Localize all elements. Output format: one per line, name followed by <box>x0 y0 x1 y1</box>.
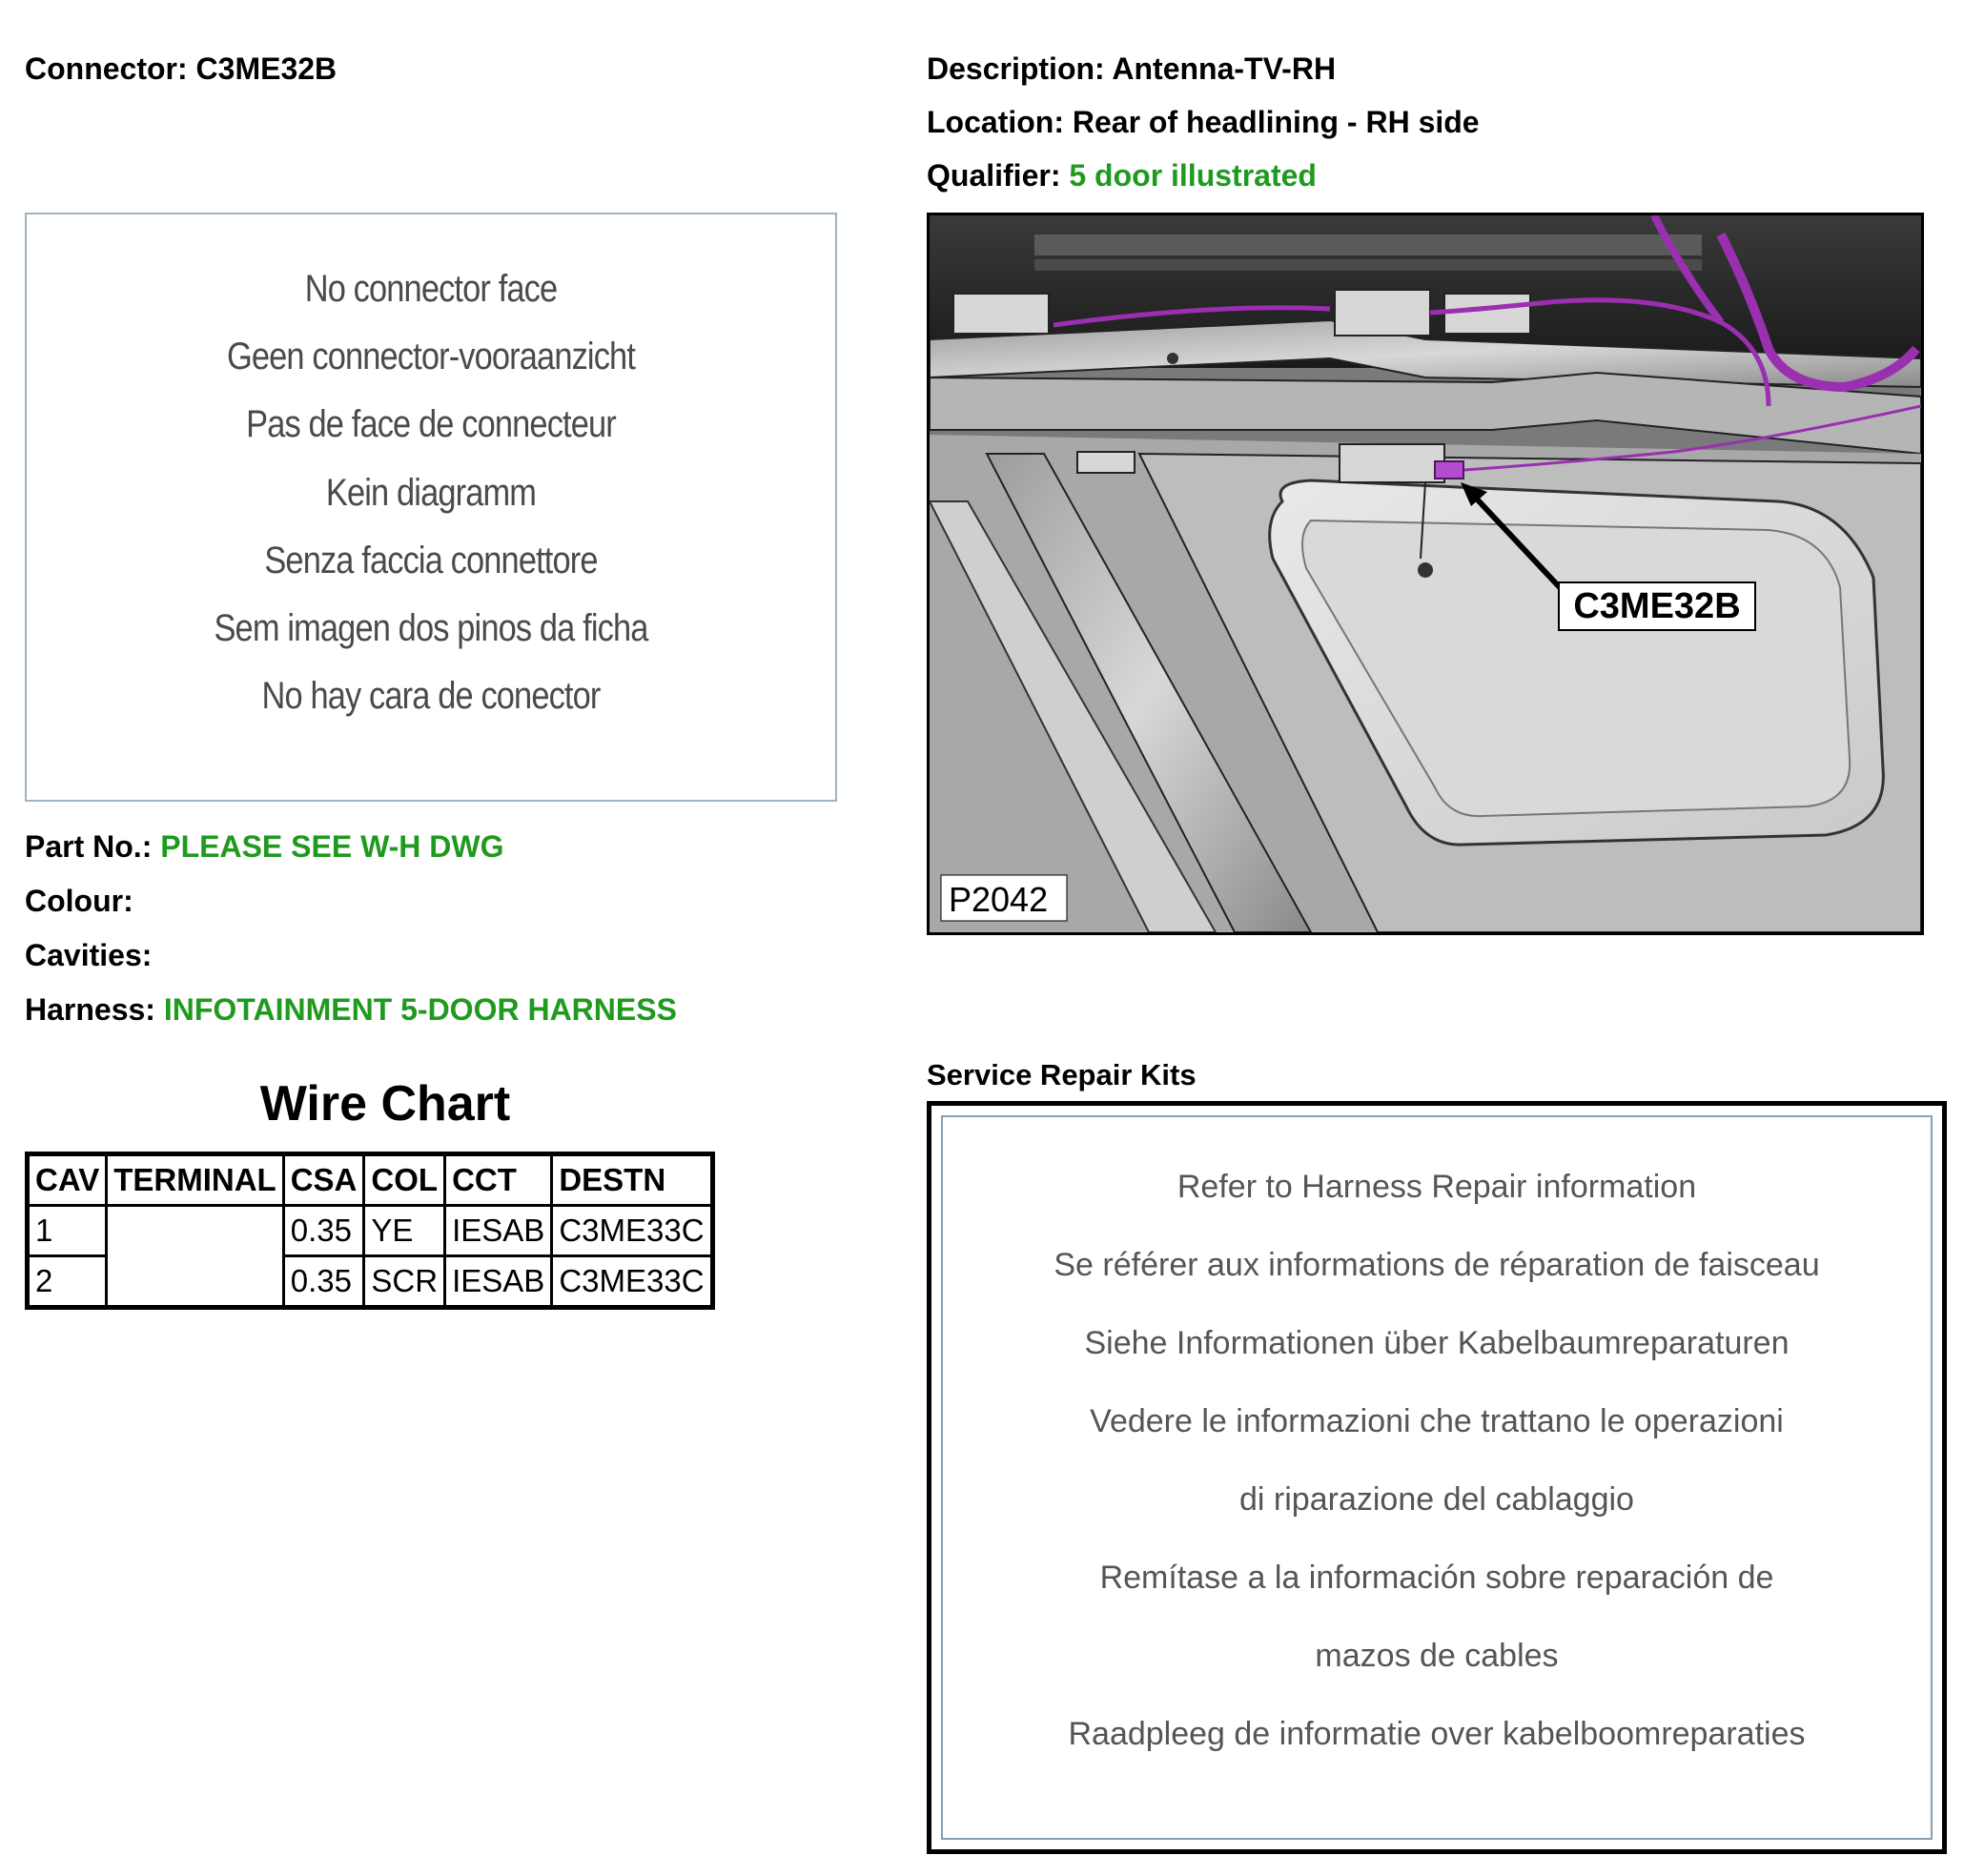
figure-id-label: P2042 <box>949 880 1049 919</box>
cell-terminal <box>107 1206 283 1308</box>
qualifier-value: 5 door illustrated <box>1069 158 1317 193</box>
col-header-cct: CCT <box>445 1154 552 1206</box>
callout-label: C3ME32B <box>1573 586 1741 626</box>
connector-face-line: Senza faccia connettore <box>264 540 598 581</box>
connector-face-line: Geen connector-vooraanzicht <box>226 336 636 377</box>
cell-cct: IESAB <box>445 1206 552 1256</box>
repair-info-line: mazos de cables <box>1315 1638 1559 1674</box>
service-repair-kits-inner <box>941 1115 1933 1840</box>
col-header-col: COL <box>364 1154 445 1206</box>
connector-face-line: No connector face <box>304 268 558 310</box>
location-field <box>927 103 1480 141</box>
col-header-cav: CAV <box>28 1154 107 1206</box>
wire-chart-title: Wire Chart <box>259 1076 511 1132</box>
cell-cav: 2 <box>28 1256 107 1308</box>
colour-field <box>25 882 133 920</box>
harness-label: Harness: <box>25 992 155 1027</box>
wire-chart-header-row <box>28 1154 713 1206</box>
connector-value: C3ME32B <box>195 51 338 86</box>
table-row <box>28 1206 713 1256</box>
cell-cct: IESAB <box>445 1256 552 1308</box>
repair-info-line: Se référer aux informations de réparation de faisceau <box>1054 1247 1820 1283</box>
cell-csa: 0.35 <box>283 1206 364 1256</box>
colour-label: Colour: <box>25 884 133 918</box>
cell-col: YE <box>364 1206 445 1256</box>
part-no-value: PLEASE SEE W-H DWG <box>160 829 504 864</box>
wire-chart-table <box>25 1152 715 1310</box>
description-value: Antenna-TV-RH <box>1112 51 1337 86</box>
service-repair-kits-box <box>927 1101 1947 1854</box>
service-repair-kits-title: Service Repair Kits <box>927 1058 1197 1091</box>
cavities-label: Cavities: <box>25 938 153 972</box>
col-header-csa: CSA <box>283 1154 364 1206</box>
repair-info-line: Refer to Harness Repair information <box>1176 1169 1697 1205</box>
qualifier-field <box>927 156 1317 194</box>
cell-cav: 1 <box>28 1206 107 1256</box>
location-value: Rear of headlining - RH side <box>1072 105 1480 139</box>
part-no-label: Part No.: <box>25 829 153 864</box>
repair-info-line: Remítase a la información sobre reparación de <box>1099 1560 1774 1596</box>
repair-info-line: Raadpleeg de informatie over kabelboomreparaties <box>1068 1716 1806 1752</box>
qualifier-label: Qualifier: <box>927 158 1061 193</box>
connector-label: Connector: <box>25 51 188 86</box>
cavities-field <box>25 936 152 974</box>
description-field <box>927 50 1336 88</box>
connector-field <box>25 50 337 88</box>
connector-face-box <box>25 213 837 802</box>
description-label: Description: <box>927 51 1105 86</box>
connector-face-line: No hay cara de conector <box>261 675 601 717</box>
harness-value: INFOTAINMENT 5-DOOR HARNESS <box>163 992 677 1027</box>
connector-face-line: Pas de face de connecteur <box>246 403 616 445</box>
cell-destn: C3ME33C <box>552 1256 712 1308</box>
location-label: Location: <box>927 105 1064 139</box>
cell-col: SCR <box>364 1256 445 1308</box>
repair-info-line: di riparazione del cablaggio <box>1239 1481 1634 1518</box>
cell-csa: 0.35 <box>283 1256 364 1308</box>
harness-field <box>25 990 677 1029</box>
connector-face-line: Sem imagen dos pinos da ficha <box>214 607 648 649</box>
location-illustration <box>927 213 1924 935</box>
vehicle-body-drawing <box>930 215 1921 932</box>
repair-info-line: Vedere le informazioni che trattano le operazioni <box>1090 1403 1784 1439</box>
part-no-field <box>25 827 504 866</box>
col-header-terminal: TERMINAL <box>107 1154 283 1206</box>
col-header-destn: DESTN <box>552 1154 712 1206</box>
cell-destn: C3ME33C <box>552 1206 712 1256</box>
repair-info-line: Siehe Informationen über Kabelbaumreparaturen <box>1084 1325 1790 1361</box>
connector-face-line: Kein diagramm <box>325 472 537 514</box>
